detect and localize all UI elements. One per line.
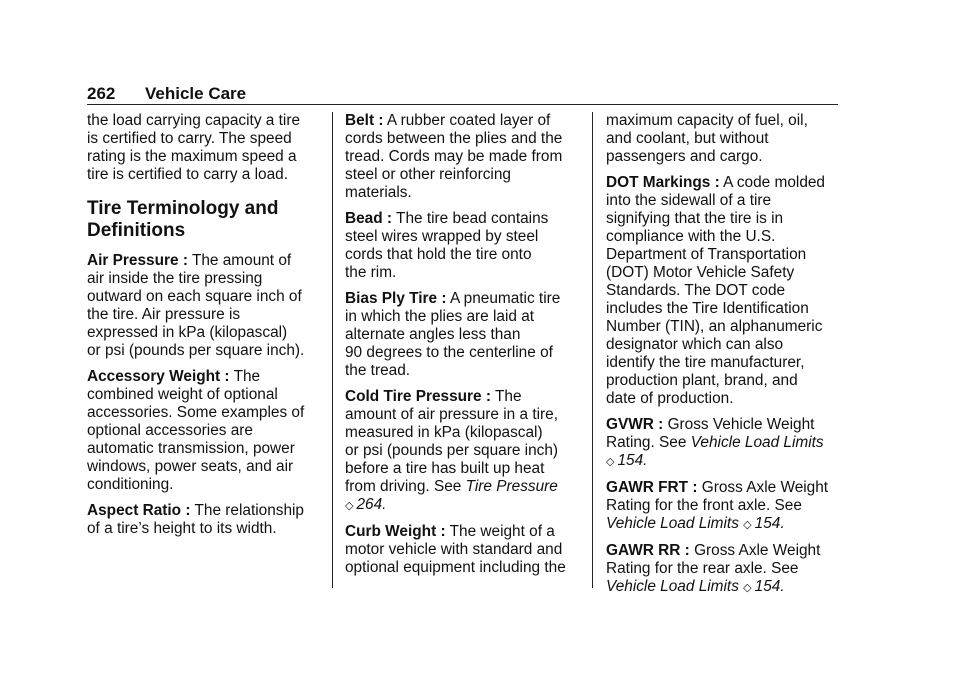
text-line: expressed in kPa (kilopascal) (87, 324, 288, 341)
text-line: The tire bead contains (396, 210, 549, 227)
text-line: from driving. See (345, 478, 462, 495)
text-line: A rubber coated layer of (386, 112, 551, 129)
definition-aspect-ratio (87, 502, 325, 538)
definition-accessory-weight (87, 368, 325, 494)
text-line: Standards. The DOT code (606, 282, 786, 299)
heading-line: Definitions (87, 220, 186, 241)
text-line: alternate angles less than (345, 326, 521, 343)
text-line: Number (TIN), an alphanumeric (606, 318, 823, 335)
text-line: is certified to carry. The speed (87, 130, 292, 147)
column-2 (345, 112, 583, 585)
cross-reference-link[interactable]: Tire Pressure (465, 478, 558, 495)
definition-curb-weight (345, 523, 583, 577)
text-line: accessories. Some examples of (87, 404, 305, 421)
text-line: identify the tire manufacturer, (606, 354, 805, 371)
term-label: Curb Weight : (345, 523, 446, 540)
text-line: rating is the maximum speed a (87, 148, 297, 165)
text-line: Rating for the front axle. See (606, 497, 802, 514)
definition-cold-tire-pressure (345, 388, 583, 515)
text-line: designator which can also (606, 336, 784, 353)
text-line: The (494, 388, 522, 405)
text-line: (DOT) Motor Vehicle Safety (606, 264, 795, 281)
term-label: GAWR RR : (606, 542, 690, 559)
text-line: or psi (pounds per square inch) (345, 442, 559, 459)
text-line: optional accessories are (87, 422, 253, 439)
term-label: DOT Markings : (606, 174, 720, 191)
text-line: date of production. (606, 390, 734, 407)
definition-belt (345, 112, 583, 202)
text-line: A code molded (723, 174, 825, 191)
text-line: The relationship (194, 502, 304, 519)
text-line: Gross Axle Weight (701, 479, 829, 496)
cross-reference-arrow-icon: ◇ (743, 582, 752, 594)
cross-reference-link[interactable]: Vehicle Load Limits (606, 515, 739, 532)
text-line: into the sidewall of a tire (606, 192, 772, 209)
cross-reference-link[interactable]: Vehicle Load Limits (690, 434, 824, 451)
page-reference[interactable]: ◇ 154. (743, 515, 785, 532)
page-reference[interactable]: ◇ 264. (345, 496, 387, 513)
column-3 (606, 112, 840, 605)
text-line: windows, power seats, and air (87, 458, 294, 475)
text-line: before a tire has built up heat (345, 460, 545, 477)
section-heading (87, 198, 325, 242)
definition-gawr-frt (606, 479, 840, 534)
cross-reference-arrow-icon: ◇ (606, 456, 615, 468)
text-line: in which the plies are laid at (345, 308, 535, 325)
text-line: Department of Transportation (606, 246, 807, 263)
page-reference-number: 154 (754, 515, 781, 532)
text-line: The amount of (191, 252, 292, 269)
text-line: the rim. (345, 264, 397, 281)
text-line: The weight of a (449, 523, 555, 540)
section-title: Vehicle Care (145, 84, 247, 103)
text-line: the load carrying capacity a tire (87, 112, 301, 129)
text-line: air inside the tire pressing (87, 270, 263, 287)
text-line: outward on each square inch of (87, 288, 302, 305)
cross-reference-arrow-icon: ◇ (345, 500, 354, 512)
page-reference-number: 154 (617, 452, 644, 469)
definition-bias-ply-tire (345, 290, 583, 380)
text-line: steel wires wrapped by steel (345, 228, 539, 245)
text-line: amount of air pressure in a tire, (345, 406, 559, 423)
text-line: tread. Cords may be made from (345, 148, 563, 165)
term-label: Aspect Ratio : (87, 502, 191, 519)
text-line: tire is certified to carry a load. (87, 166, 289, 183)
text-line: Rating for the rear axle. See (606, 560, 799, 577)
page-reference-number: 264 (356, 496, 383, 513)
text-line: Gross Vehicle Weight (667, 416, 815, 433)
text-line: cords that hold the tire onto (345, 246, 532, 263)
cross-reference-arrow-icon: ◇ (743, 519, 752, 531)
text-line: signifying that the tire is in (606, 210, 784, 227)
text-line: the tire. Air pressure is (87, 306, 241, 323)
text-line: Gross Axle Weight (694, 542, 821, 559)
term-label: Accessory Weight : (87, 368, 230, 385)
text-line: optional equipment including the (345, 559, 566, 576)
text-line: includes the Tire Identification (606, 300, 809, 317)
text-line: and coolant, but without (606, 130, 769, 147)
definition-dot-markings (606, 174, 840, 408)
text-line: measured in kPa (kilopascal) (345, 424, 543, 441)
definition-gvwr (606, 416, 840, 471)
header-rule (87, 104, 838, 105)
heading-line: Tire Terminology and (87, 198, 279, 219)
definition-gawr-rr (606, 542, 840, 597)
term-label: GVWR : (606, 416, 664, 433)
page-number: 262 (87, 84, 116, 103)
text-line: cords between the plies and the (345, 130, 563, 147)
cross-reference-link[interactable]: Vehicle Load Limits (606, 578, 739, 595)
text-line: compliance with the U.S. (606, 228, 776, 245)
term-label: Bias Ply Tire : (345, 290, 447, 307)
text-line: conditioning. (87, 476, 174, 493)
text-line: the tread. (345, 362, 411, 379)
text-line: passengers and cargo. (606, 148, 763, 165)
column-1 (87, 112, 325, 546)
text-line: production plant, brand, and (606, 372, 798, 389)
text-line: combined weight of optional (87, 386, 278, 403)
text-line: materials. (345, 184, 412, 201)
text-line: motor vehicle with standard and (345, 541, 563, 558)
text-line: maximum capacity of fuel, oil, (606, 112, 808, 129)
text-line: steel or other reinforcing (345, 166, 511, 183)
text-line: automatic transmission, power (87, 440, 295, 457)
page-reference[interactable]: ◇ 154. (743, 578, 785, 595)
text-line: 90 degrees to the centerline of (345, 344, 553, 361)
term-label: Bead : (345, 210, 393, 227)
text-line: of a tire’s height to its width. (87, 520, 277, 537)
text-line: Rating. See (606, 434, 687, 451)
text-line: or psi (pounds per square inch). (87, 342, 305, 359)
curb-weight-continued (606, 112, 840, 166)
column-divider (592, 112, 593, 588)
intro-paragraph (87, 112, 325, 184)
term-label: GAWR FRT : (606, 479, 698, 496)
definition-air-pressure (87, 252, 325, 360)
term-label: Belt : (345, 112, 384, 129)
page-reference[interactable]: ◇ 154. (606, 452, 648, 469)
column-divider (332, 112, 333, 588)
text-line: The (233, 368, 261, 385)
term-label: Cold Tire Pressure : (345, 388, 491, 405)
page-reference-number: 154 (754, 578, 781, 595)
text-line: A pneumatic tire (449, 290, 561, 307)
page-header (87, 84, 246, 104)
term-label: Air Pressure : (87, 252, 188, 269)
definition-bead (345, 210, 583, 282)
